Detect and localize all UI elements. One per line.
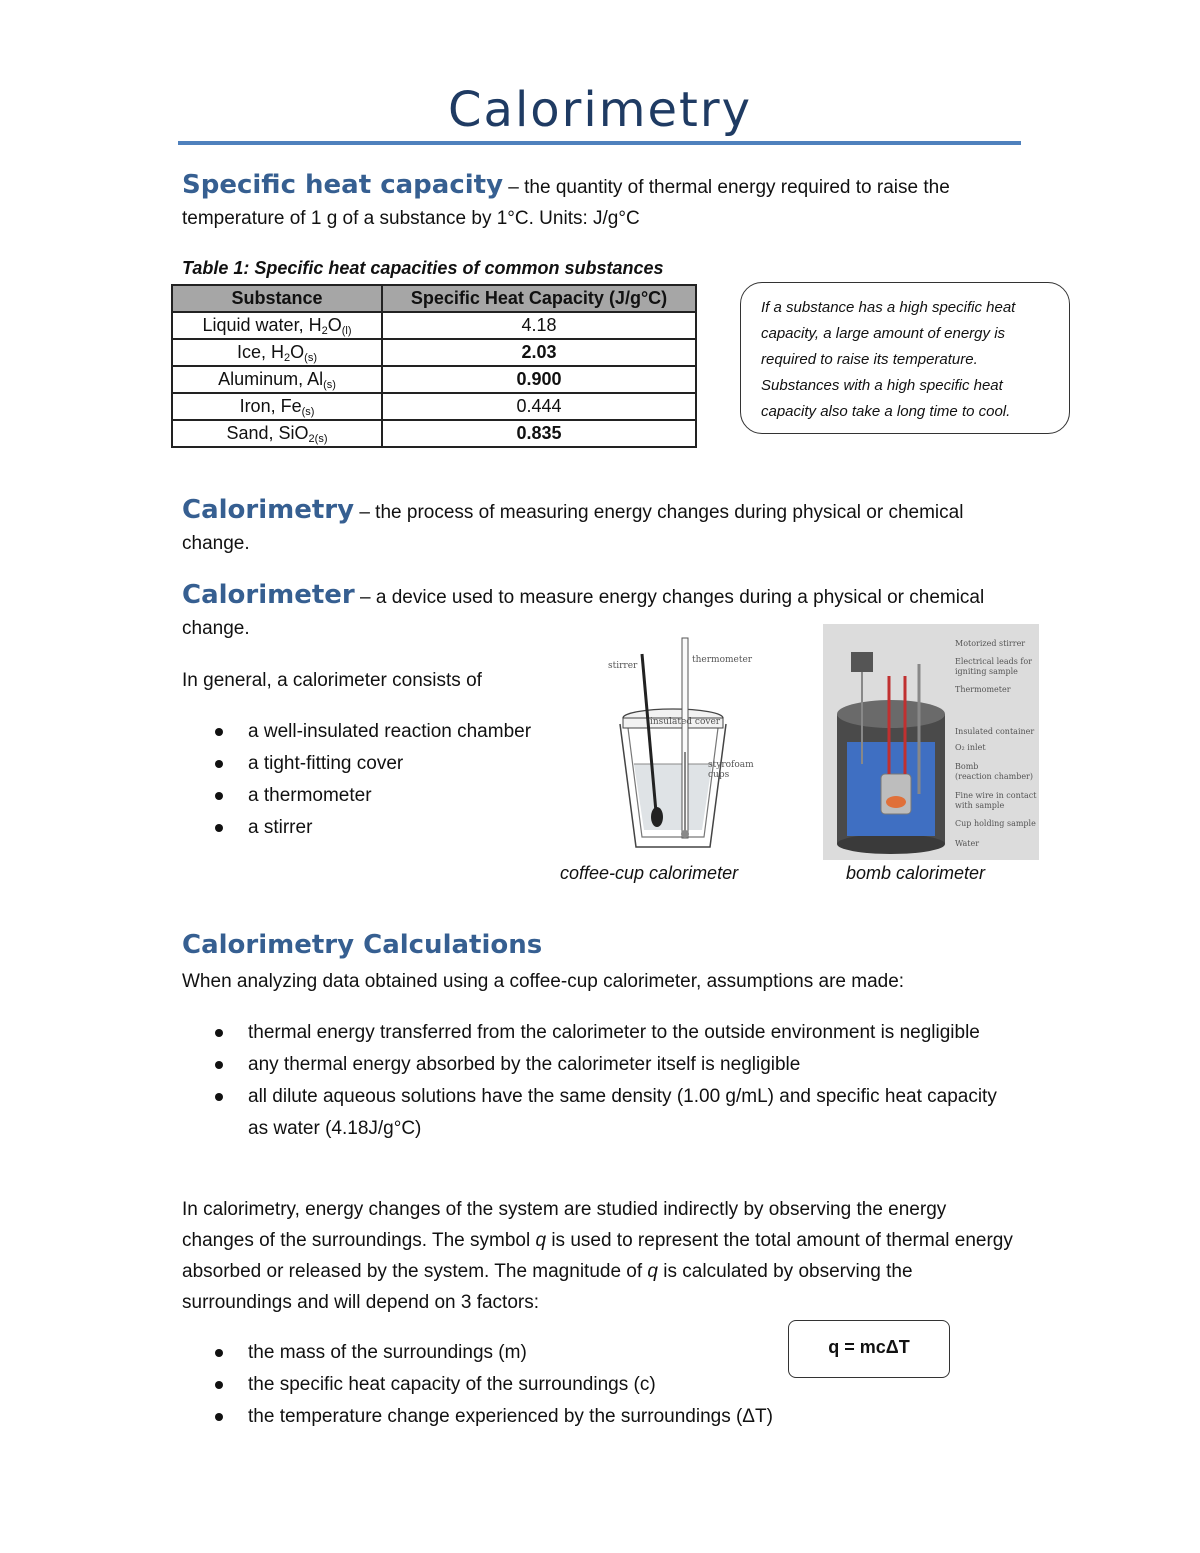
specific-heat-definition: [182, 170, 1022, 234]
list-item: all dilute aqueous solutions have the same density (1.00 g/mL) and specific heat capacity as water (4.18J/g°C): [182, 1081, 1002, 1145]
capacity-cell: 4.18: [382, 312, 696, 339]
substance-cell: Ice, $H_2O_{(s)}$: [172, 339, 382, 366]
substance-cell: Iron, $Fe_{(s)}$: [172, 393, 382, 420]
capacity-cell: 0.835: [382, 420, 696, 447]
svg-text:O₂ inlet: O₂ inlet: [955, 743, 986, 752]
capacity-cell: 2.03: [382, 339, 696, 366]
list-item: any thermal energy absorbed by the calorimeter itself is negligible: [182, 1049, 1002, 1081]
specific-heat-def-line1: – the quantity of thermal energy required to raise the: [503, 177, 950, 198]
svg-text:Bomb: Bomb: [955, 762, 979, 771]
q-explanation: In calorimetry, energy changes of the system are studied indirectly by observing the energy changes of the surroundings. The symbol q is used to represent the total amount of thermal energy absorbed or released by the system. The magnitude of q is calculated by observing the surroundings and will depend on 3 factors:: [182, 1199, 1013, 1313]
svg-text:Fine wire in contact: Fine wire in contact: [955, 791, 1037, 800]
list-item: a stirrer: [182, 812, 582, 844]
table-row: [172, 366, 696, 393]
table-caption: Table 1: Specific heat capacities of common substances: [182, 258, 664, 278]
svg-text:Insulated container: Insulated container: [955, 727, 1035, 736]
table-header-substance: Substance: [172, 285, 382, 312]
substance-cell: Liquid water, $H_2O_{(l)}$: [172, 312, 382, 339]
specific-heat-def-line2: temperature of 1 g of a substance by 1°C. Units: J/g°C: [182, 208, 640, 229]
list-item: the specific heat capacity of the surroundings (c): [182, 1369, 882, 1401]
list-item: thermal energy transferred from the calorimeter to the outside environment is negligible: [182, 1017, 1002, 1049]
calorimeter-parts-list: [182, 716, 582, 844]
list-item: a thermometer: [182, 780, 582, 812]
table-header-capacity: Specific Heat Capacity (J/g°C): [382, 285, 696, 312]
page-title: Calorimetry: [448, 82, 752, 138]
svg-text:Electrical leads for: Electrical leads for: [955, 657, 1032, 666]
bomb-caption: bomb calorimeter: [846, 863, 986, 883]
term-calorimeter: Calorimeter: [182, 580, 355, 610]
capacity-cell: 0.900: [382, 366, 696, 393]
consists-intro: In general, a calorimeter consists of: [182, 670, 482, 691]
title-underline: [178, 141, 1021, 145]
heat-equation-box: q = mcΔT: [788, 1320, 950, 1378]
calorimetry-def-line2: change.: [182, 533, 250, 554]
svg-text:Thermometer: Thermometer: [955, 685, 1011, 694]
calorimetry-definition: [182, 495, 1022, 559]
specific-heat-table: [171, 284, 697, 448]
calorimeter-def-line2: change.: [182, 618, 250, 639]
svg-text:with sample: with sample: [955, 801, 1005, 810]
substance-cell: Sand, SiO$_{2(s)}$: [172, 420, 382, 447]
list-item: a well-insulated reaction chamber: [182, 716, 582, 748]
calorimetry-def-line1: – the process of measuring energy changes during physical or chemical: [354, 502, 964, 523]
calc-heading: Calorimetry Calculations: [182, 930, 543, 960]
list-item: the mass of the surroundings (m): [182, 1337, 882, 1369]
coffee-cup-calorimeter-figure: [598, 632, 798, 857]
table-row: [172, 393, 696, 420]
label-cups: cups: [708, 770, 730, 780]
substance-cell: Aluminum, $Al_{(s)}$: [172, 366, 382, 393]
table-header-row: [172, 285, 696, 312]
term-calorimetry: Calorimetry: [182, 495, 355, 525]
table-row: [172, 312, 696, 339]
list-item: a tight-fitting cover: [182, 748, 582, 780]
label-thermometer: thermometer: [692, 655, 753, 665]
label-insulated-cover: insulated cover: [650, 717, 721, 727]
factors-list: [182, 1337, 882, 1433]
calc-intro: When analyzing data obtained using a coffee-cup calorimeter, assumptions are made:: [182, 971, 905, 992]
svg-text:Water: Water: [955, 839, 980, 848]
coffee-cup-caption: coffee-cup calorimeter: [560, 863, 739, 883]
term-specific-heat: Specific heat capacity: [182, 170, 504, 200]
svg-text:(reaction chamber): (reaction chamber): [955, 772, 1034, 781]
svg-text:Motorized stirrer: Motorized stirrer: [955, 639, 1026, 648]
high-heat-capacity-note: If a substance has a high specific heat capacity, a large amount of energy is required to raise its temperature. Substances with a high specific heat capacity also take a long time to cool.: [740, 282, 1070, 434]
svg-text:igniting sample: igniting sample: [955, 667, 1018, 676]
table-row: [172, 420, 696, 447]
assumptions-list: [182, 1017, 1002, 1145]
table-row: [172, 339, 696, 366]
label-styrofoam: styrofoam: [708, 760, 754, 770]
label-stirrer: stirrer: [608, 661, 638, 671]
bomb-calorimeter-figure: [823, 624, 1039, 860]
list-item: the temperature change experienced by the surroundings (ΔT): [182, 1401, 882, 1433]
capacity-cell: 0.444: [382, 393, 696, 420]
calorimeter-def-line1: – a device used to measure energy changes during a physical or chemical: [354, 587, 985, 608]
svg-text:Cup holding sample: Cup holding sample: [955, 819, 1036, 828]
